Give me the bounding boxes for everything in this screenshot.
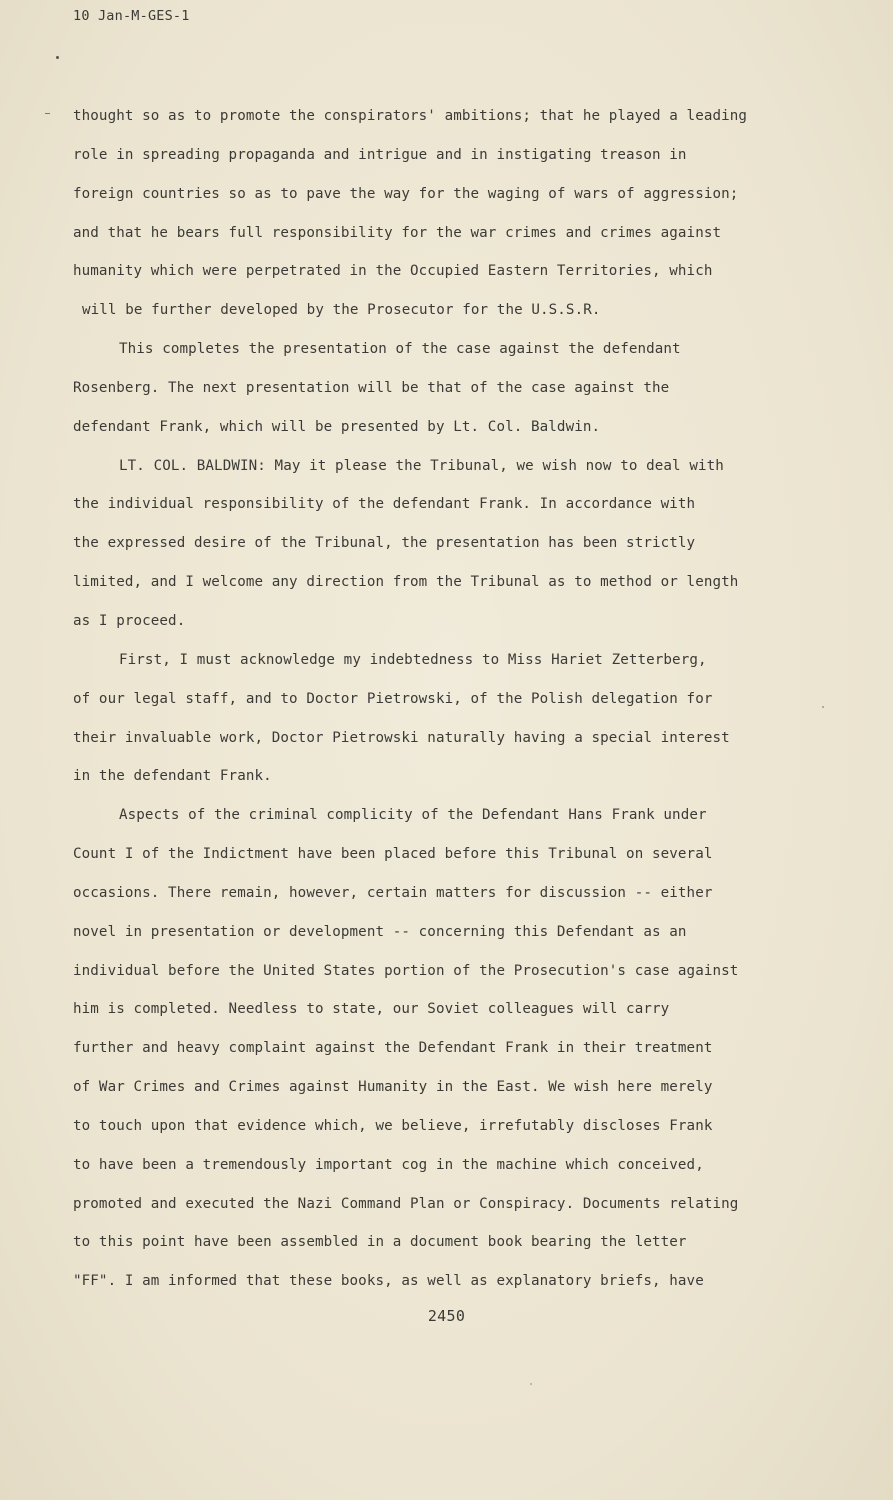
text-line: the expressed desire of the Tribunal, the presentation has been strictly: [73, 535, 696, 552]
text-line: defendant Frank, which will be presented by Lt. Col. Baldwin.: [73, 418, 601, 435]
text-line: their invaluable work, Doctor Pietrowski naturally having a special interest: [73, 729, 730, 746]
text-line: thought so as to promote the conspirators' ambitions; that he played a leading: [73, 108, 748, 124]
text-line: foreign countries so as to pave the way for the waging of wars of aggression;: [73, 185, 739, 202]
ink-speck: [530, 1383, 532, 1385]
text-line: Rosenberg. The next presentation will be that of the case against the: [73, 379, 670, 396]
margin-mark: [45, 113, 50, 114]
text-line: to this point have been assembled in a document book bearing the letter: [73, 1234, 687, 1251]
paragraph-start: LT. COL. BALDWIN: May it please the Tribunal, we wish now to deal with: [119, 457, 724, 474]
body-text: [73, 104, 833, 1308]
page-number: 2450: [427, 1307, 466, 1325]
text-line: of War Crimes and Crimes against Humanity in the East. We wish here merely: [73, 1079, 713, 1096]
text-line: as I proceed.: [73, 612, 186, 629]
text-line: of our legal staff, and to Doctor Pietrowski, of the Polish delegation for: [73, 690, 713, 707]
text-line: "FF". I am informed that these books, as well as explanatory briefs, have: [73, 1273, 704, 1290]
text-line: to touch upon that evidence which, we believe, irrefutably discloses Frank: [73, 1117, 713, 1134]
text-line: limited, and I welcome any direction from the Tribunal as to method or length: [73, 574, 739, 591]
paragraph-start: This completes the presentation of the case against the defendant: [119, 341, 681, 358]
text-line: him is completed. Needless to state, our Soviet colleagues will carry: [73, 1001, 670, 1018]
paragraph-start: Aspects of the criminal complicity of the Defendant Hans Frank under: [119, 807, 707, 824]
paragraph-start: First, I must acknowledge my indebtedness to Miss Hariet Zetterberg,: [119, 651, 707, 668]
text-line: novel in presentation or development -- concerning this Defendant as an: [73, 923, 687, 940]
text-line: and that he bears full responsibility for the war crimes and crimes against: [73, 224, 722, 241]
text-line: Count I of the Indictment have been placed before this Tribunal on several: [73, 846, 713, 863]
text-line: to have been a tremendously important cog in the machine which conceived,: [73, 1156, 704, 1173]
text-line: occasions. There remain, however, certain matters for discussion -- either: [73, 884, 713, 901]
text-line: the individual responsibility of the defendant Frank. In accordance with: [73, 496, 696, 513]
text-line: humanity which were perpetrated in the Occupied Eastern Territories, which: [73, 263, 713, 280]
text-line: promoted and executed the Nazi Command Plan or Conspiracy. Documents relating: [73, 1195, 739, 1212]
text-line: will be further developed by the Prosecutor for the U.S.S.R.: [82, 302, 601, 319]
text-line: in the defendant Frank.: [73, 768, 272, 785]
page-header: 10 Jan-M-GES-1: [73, 8, 190, 24]
ink-speck: [56, 56, 59, 59]
text-line: individual before the United States portion of the Prosecution's case against: [73, 962, 739, 979]
text-line: role in spreading propaganda and intrigue and in instigating treason in: [73, 146, 687, 163]
text-line: further and heavy complaint against the Defendant Frank in their treatment: [73, 1040, 713, 1057]
